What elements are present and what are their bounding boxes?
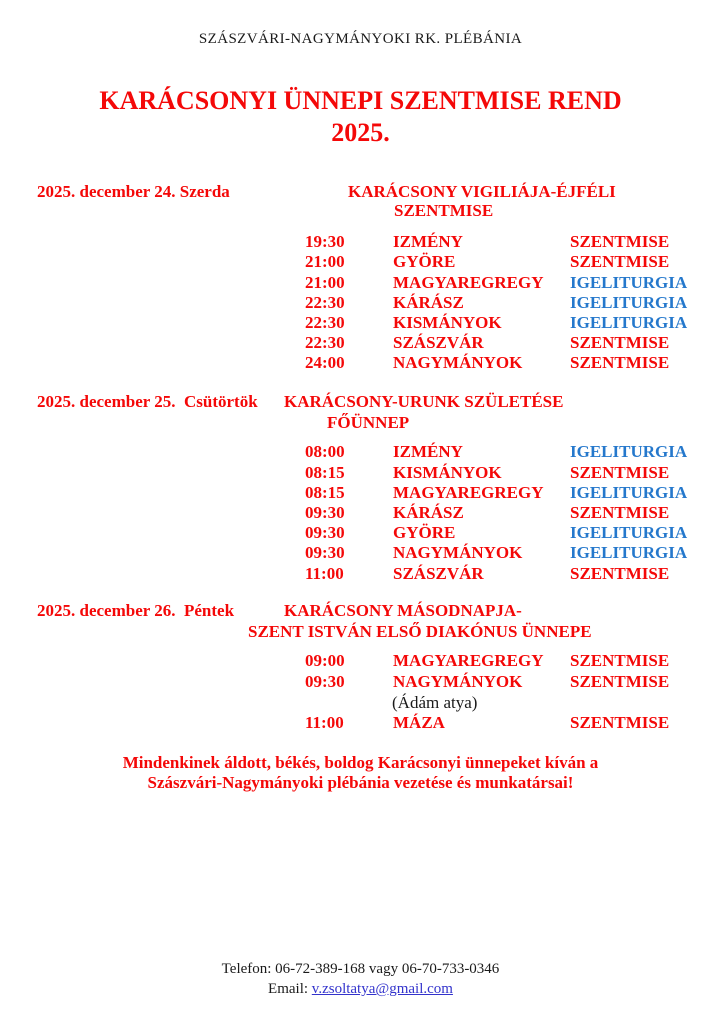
section-date: 2025. december 25. Csütörtök bbox=[37, 392, 258, 411]
section-date: 2025. december 26. Péntek bbox=[37, 601, 235, 620]
mass-service-type: SZENTMISE bbox=[570, 463, 670, 482]
mass-service-type: SZENTMISE bbox=[570, 651, 670, 670]
closing-greeting-line1: Mindenkinek áldott, békés, boldog Karácsonyi ünnepeket kíván a bbox=[122, 753, 599, 772]
mass-time: 09:30 bbox=[305, 543, 345, 562]
schedule-row bbox=[0, 442, 721, 462]
section-heading-line: SZENT ISTVÁN ELSŐ DIAKÓNUS ÜNNEPE bbox=[248, 622, 592, 641]
closing-greeting-line2: Szászvári-Nagymányoki plébánia vezetése és munkatársai! bbox=[147, 773, 574, 792]
mass-place: MÁZA bbox=[393, 713, 445, 732]
mass-service-type: SZENTMISE bbox=[570, 252, 670, 271]
section-heading-line: KARÁCSONY VIGILIÁJA-ÉJFÉLI bbox=[348, 182, 616, 201]
mass-time: 21:00 bbox=[305, 252, 345, 271]
mass-time: 09:30 bbox=[305, 672, 345, 691]
schedule-row bbox=[0, 483, 721, 503]
mass-time: 24:00 bbox=[305, 353, 345, 372]
email-link[interactable]: v.zsoltatya@gmail.com bbox=[311, 981, 453, 997]
mass-service-type: IGELITURGIA bbox=[570, 483, 688, 502]
mass-time: 09:30 bbox=[305, 503, 345, 522]
mass-place: NAGYMÁNYOK bbox=[393, 353, 523, 372]
schedule-row bbox=[0, 564, 721, 584]
schedule-row bbox=[0, 651, 721, 671]
mass-place: GYÖRE bbox=[393, 252, 456, 271]
mass-place: MAGYAREGREGY bbox=[393, 651, 544, 670]
section-heading-line: FŐÜNNEP bbox=[327, 413, 410, 432]
mass-place: SZÁSZVÁR bbox=[393, 333, 484, 352]
section-heading-line: KARÁCSONY-URUNK SZÜLETÉSE bbox=[284, 392, 564, 411]
schedule-row bbox=[0, 672, 721, 692]
mass-service-type: IGELITURGIA bbox=[570, 523, 688, 542]
schedule-row bbox=[0, 523, 721, 543]
schedule-row bbox=[0, 713, 721, 733]
mass-service-type: SZENTMISE bbox=[570, 353, 670, 372]
mass-place: MAGYAREGREGY bbox=[393, 273, 544, 292]
mass-time: 11:00 bbox=[305, 564, 344, 583]
mass-time: 09:30 bbox=[305, 523, 345, 542]
mass-place: KÁRÁSZ bbox=[393, 503, 464, 522]
mass-place: IZMÉNY bbox=[393, 442, 463, 461]
mass-place: NAGYMÁNYOK bbox=[393, 672, 523, 691]
mass-time: 22:30 bbox=[305, 313, 345, 332]
celebrant-note: (Ádám atya) bbox=[392, 693, 478, 712]
schedule-row bbox=[0, 543, 721, 563]
mass-place: GYÖRE bbox=[393, 523, 456, 542]
mass-time: 08:00 bbox=[305, 442, 345, 461]
schedule-row bbox=[0, 293, 721, 313]
mass-place: NAGYMÁNYOK bbox=[393, 543, 523, 562]
page-title-line1: KARÁCSONYI ÜNNEPI SZENTMISE REND bbox=[99, 86, 622, 115]
mass-place: IZMÉNY bbox=[393, 232, 463, 251]
schedule-row bbox=[0, 313, 721, 333]
schedule-row bbox=[0, 503, 721, 523]
mass-service-type: SZENTMISE bbox=[570, 713, 670, 732]
schedule-row bbox=[0, 232, 721, 252]
mass-service-type: SZENTMISE bbox=[570, 333, 670, 352]
mass-service-type: IGELITURGIA bbox=[570, 313, 688, 332]
schedule-row bbox=[0, 463, 721, 483]
footer-phone-line: Telefon: 06-72-389-168 vagy 06-70-733-0346 bbox=[221, 961, 500, 977]
mass-service-type: IGELITURGIA bbox=[570, 293, 688, 312]
mass-place: KÁRÁSZ bbox=[393, 293, 464, 312]
schedule-row bbox=[0, 252, 721, 272]
mass-place: KISMÁNYOK bbox=[393, 463, 502, 482]
mass-time: 19:30 bbox=[305, 232, 345, 251]
mass-time: 21:00 bbox=[305, 273, 345, 292]
mass-service-type: SZENTMISE bbox=[570, 564, 670, 583]
mass-service-type: IGELITURGIA bbox=[570, 543, 688, 562]
schedule-row bbox=[0, 273, 721, 293]
mass-service-type: SZENTMISE bbox=[570, 672, 670, 691]
mass-time: 22:30 bbox=[305, 293, 345, 312]
parish-header: SZÁSZVÁRI-NAGYMÁNYOKI RK. PLÉBÁNIA bbox=[198, 31, 523, 47]
mass-time: 11:00 bbox=[305, 713, 344, 732]
page-title-line2: 2025. bbox=[331, 118, 390, 147]
mass-time: 08:15 bbox=[305, 483, 345, 502]
mass-time: 08:15 bbox=[305, 463, 345, 482]
schedule-row bbox=[0, 333, 721, 353]
footer-email-line bbox=[0, 981, 721, 998]
mass-service-type: SZENTMISE bbox=[570, 503, 670, 522]
mass-service-type: IGELITURGIA bbox=[570, 273, 688, 292]
mass-service-type: SZENTMISE bbox=[570, 232, 670, 251]
mass-place: KISMÁNYOK bbox=[393, 313, 502, 332]
mass-time: 22:30 bbox=[305, 333, 345, 352]
mass-time: 09:00 bbox=[305, 651, 345, 670]
mass-place: SZÁSZVÁR bbox=[393, 564, 484, 583]
schedule-row bbox=[0, 353, 721, 373]
mass-place: MAGYAREGREGY bbox=[393, 483, 544, 502]
email-label: Email: bbox=[268, 981, 312, 997]
section-heading-line: KARÁCSONY MÁSODNAPJA- bbox=[284, 601, 522, 620]
mass-service-type: IGELITURGIA bbox=[570, 442, 688, 461]
section-heading-line: SZENTMISE bbox=[394, 201, 494, 220]
section-date: 2025. december 24. Szerda bbox=[37, 182, 230, 201]
